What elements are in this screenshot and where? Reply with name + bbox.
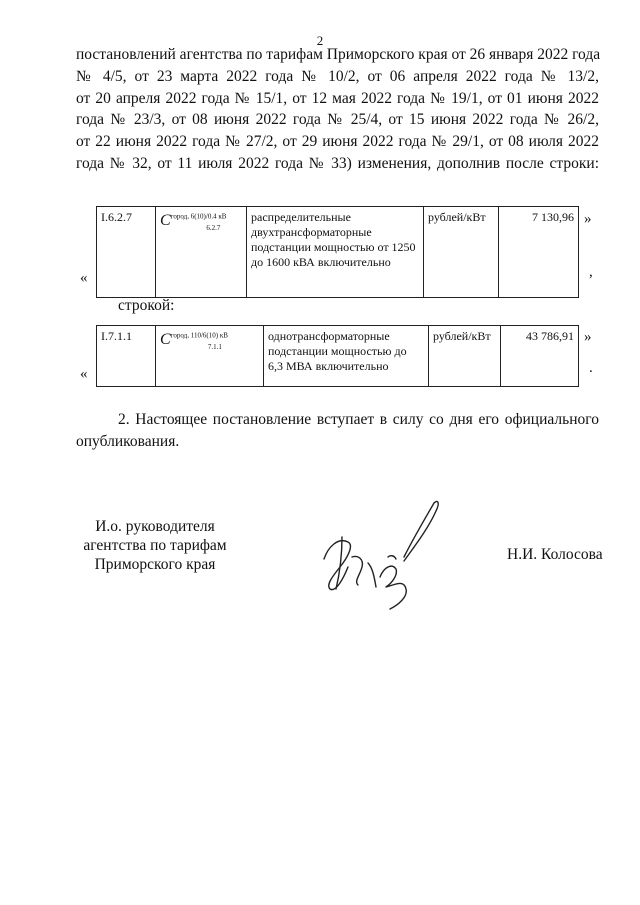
row-unit: рублей/кВт bbox=[424, 207, 499, 298]
intro-line: от 22 июня 2022 года № 27/2, от 29 июня 2022 года № 29/1, от 08 июля 2022 bbox=[76, 133, 599, 151]
row-description: однотрансформаторные подстанции мощностью до 6,3 МВА включительно bbox=[264, 326, 429, 387]
row-code: I.7.1.1 bbox=[97, 326, 156, 387]
trailing-period: . bbox=[589, 360, 593, 376]
signatory-position bbox=[70, 517, 240, 574]
row-unit: рублей/кВт bbox=[429, 326, 501, 387]
table-row bbox=[97, 207, 579, 298]
effective-paragraph bbox=[76, 409, 599, 453]
effective-line: 2. Настоящее постановление вступает в силу со дня его официального bbox=[118, 411, 599, 428]
page-number: 2 bbox=[316, 33, 324, 48]
position-line: Приморского края bbox=[94, 556, 216, 573]
row-description: распределительные двухтрансформаторные подстанции мощностью от 1250 до 1600 кВА включительно bbox=[247, 207, 424, 298]
intro-line: № 4/5, от 23 марта 2022 года № 10/2, от 06 апреля 2022 года № 13/2, bbox=[76, 67, 599, 85]
open-quote-2: « bbox=[80, 366, 88, 382]
effective-line: опубликования. bbox=[76, 432, 180, 450]
tariff-formula: $C^{город, 6(10)/0.4 кВ}_{6.2.7}$ bbox=[156, 207, 247, 298]
intro-paragraph bbox=[76, 44, 599, 175]
row-value: 7 130,96 bbox=[499, 207, 579, 298]
close-quote-2: » bbox=[584, 329, 592, 345]
table-row bbox=[97, 326, 579, 387]
handwritten-signature bbox=[318, 497, 448, 612]
intro-line: года № 23/3, от 08 июня 2022 года № 25/4, от 15 июня 2022 года № 26/2, bbox=[76, 111, 599, 129]
row-value: 43 786,91 bbox=[501, 326, 579, 387]
middle-text: строкой: bbox=[118, 297, 175, 314]
open-quote-1: « bbox=[80, 270, 88, 286]
intro-line: от 20 апреля 2022 года № 15/1, от 12 мая 2022 года № 19/1, от 01 июня 2022 bbox=[76, 89, 599, 107]
close-quote-1: » bbox=[584, 211, 592, 227]
position-line: И.о. руководителя bbox=[95, 518, 215, 535]
trailing-comma: , bbox=[589, 264, 593, 280]
tariff-formula: $C^{город, 110/6(10) кВ}_{7.1.1}$ bbox=[156, 326, 264, 387]
tariff-table-2 bbox=[96, 325, 579, 387]
position-line: агентства по тарифам bbox=[83, 537, 227, 554]
intro-line: года № 32, от 11 июля 2022 года № 33) изменения, дополнив после строки: bbox=[76, 154, 599, 172]
tariff-table-1 bbox=[96, 206, 579, 298]
intro-line: постановлений агентства по тарифам Приморского края от 26 января 2022 года bbox=[76, 46, 601, 63]
row-code: I.6.2.7 bbox=[97, 207, 156, 298]
signatory-name: Н.И. Колосова bbox=[507, 546, 603, 563]
